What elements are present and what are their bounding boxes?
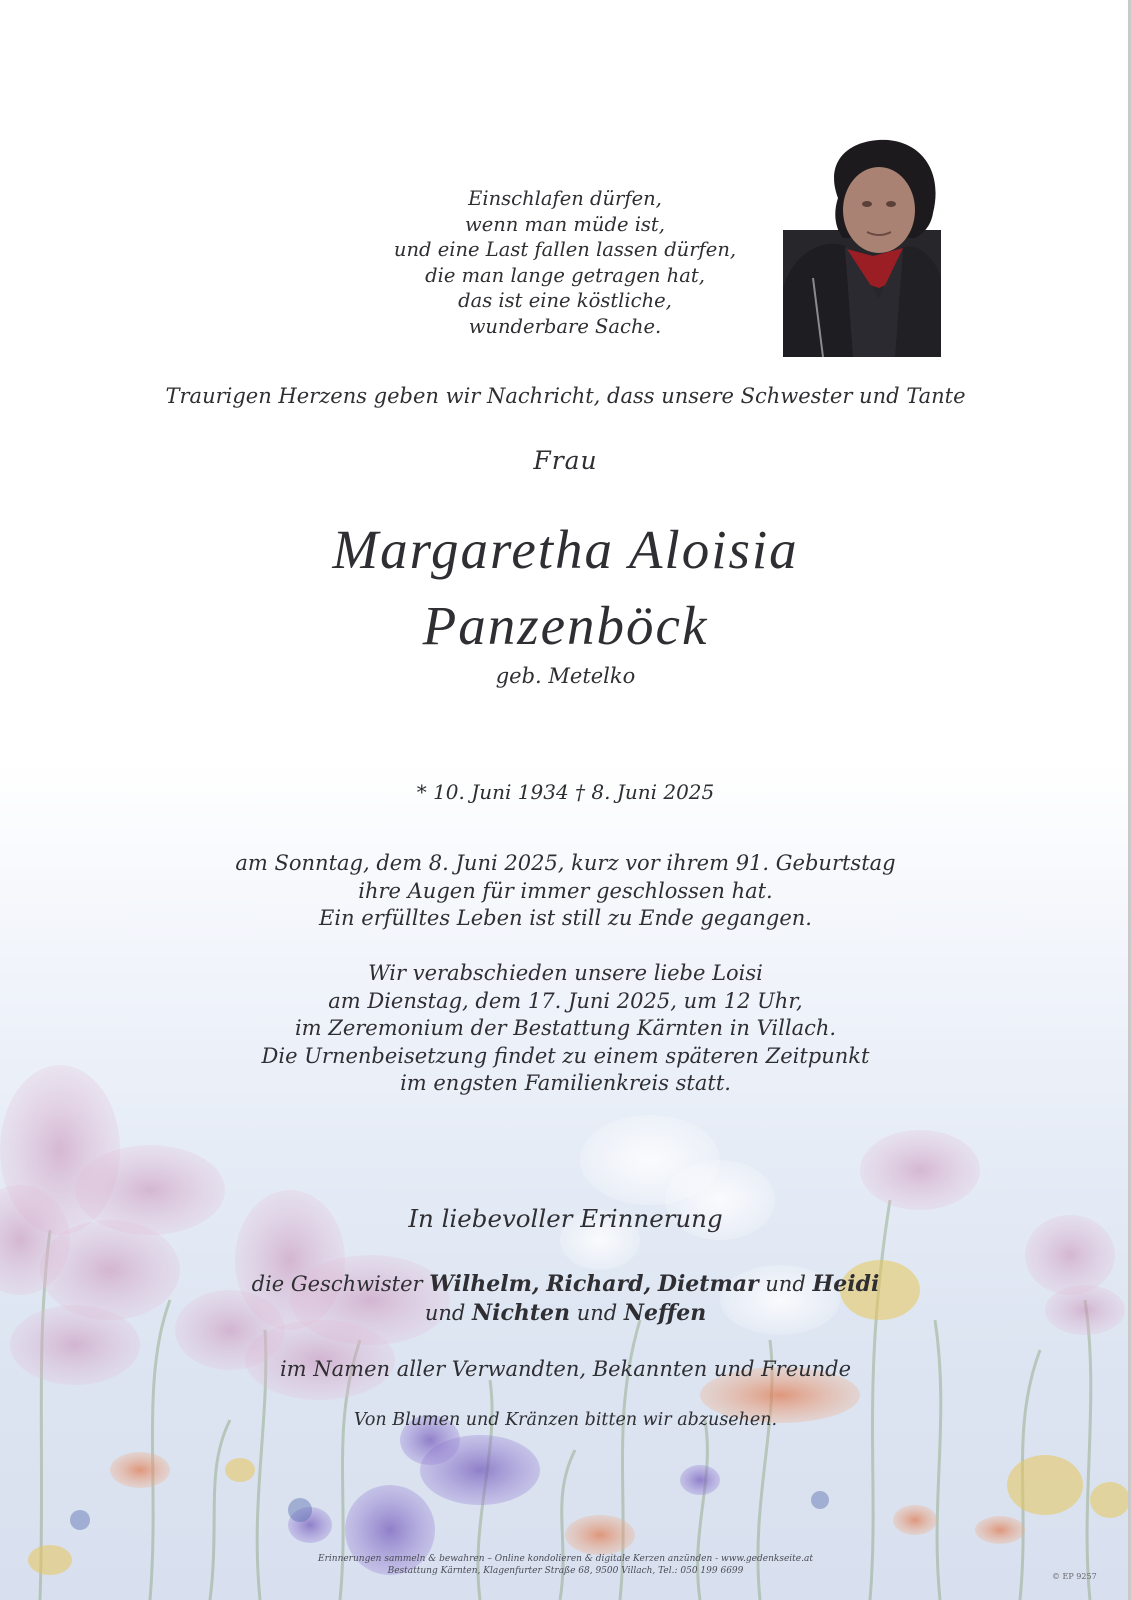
poem [275, 186, 855, 339]
nephews: Neffen [623, 1300, 707, 1326]
poem-line: wenn man müde ist, [465, 212, 665, 236]
farewell-line: im Zeremonium der Bestattung Kärnten in Villach. [294, 1016, 837, 1040]
footer-line: Erinnerungen sammeln & bewahren – Online kondolieren & digitale Kerzen anzünden - www.gedenkseite.at [318, 1554, 813, 1564]
siblings-line [0, 1270, 1131, 1299]
family-mourners [0, 1270, 1131, 1328]
siblings-prefix: die Geschwister [251, 1272, 423, 1296]
deceased-first-names: Margaretha Aloisia [332, 519, 799, 580]
conjunction: und [576, 1301, 618, 1325]
remembrance-heading: In liebevoller Erinnerung [408, 1204, 723, 1233]
poem-line: Einschlafen dürfen, [468, 187, 662, 210]
farewell-line: Wir verabschieden unsere liebe Loisi [368, 961, 763, 985]
conjunction: und [424, 1301, 466, 1325]
birth-name: geb. Metelko [495, 664, 636, 688]
footer-line: Bestattung Kärnten, Klagenfurter Straße 68, 9500 Villach, Tel.: 050 199 6699 [387, 1566, 744, 1576]
intro-text: Traurigen Herzens geben wir Nachricht, dass unsere Schwester und Tante [165, 384, 966, 408]
announcement-line: Ein erfülltes Leben ist still zu Ende gegangen. [319, 906, 812, 930]
farewell-line: Die Urnenbeisetzung findet zu einem späteren Zeitpunkt [261, 1043, 870, 1068]
life-dates: * 10. Juni 1934 † 8. Juni 2025 [416, 780, 715, 804]
passing-announcement [0, 850, 1131, 933]
salutation: Frau [533, 446, 598, 475]
poem-line: wunderbare Sache. [468, 314, 662, 338]
relatives-line [0, 1299, 1131, 1328]
flowers-note: Von Blumen und Kränzen bitten wir abzusehen. [353, 1410, 778, 1430]
nieces: Nichten [472, 1300, 571, 1326]
poem-line: und eine Last fallen lassen dürfen, [393, 238, 737, 261]
sibling-name: Dietmar [657, 1271, 759, 1297]
farewell-line: im engsten Familienkreis statt. [400, 1071, 731, 1095]
footer [0, 1553, 1131, 1577]
farewell-line: am Dienstag, dem 17. Juni 2025, um 12 Uhr, [328, 988, 803, 1013]
print-code: © EP 9257 [1052, 1572, 1097, 1581]
on-behalf-line: im Namen aller Verwandten, Bekannten und Freunde [279, 1357, 852, 1381]
announcement-line: ihre Augen für immer geschlossen hat. [358, 878, 773, 903]
portrait-photo [783, 138, 941, 357]
announcement-line: am Sonntag, dem 8. Juni 2025, kurz vor ihrem 91. Geburtstag [235, 851, 896, 875]
poem-line: die man lange getragen hat, [425, 263, 705, 287]
farewell-details [0, 960, 1131, 1098]
deceased-surname: Panzenböck [422, 595, 709, 656]
sibling-name: Heidi [812, 1271, 880, 1297]
poem-line: das ist eine köstliche, [458, 289, 672, 312]
sibling-name: Richard, [546, 1271, 652, 1297]
sibling-name: Wilhelm, [429, 1271, 540, 1297]
conjunction: und [765, 1272, 806, 1296]
